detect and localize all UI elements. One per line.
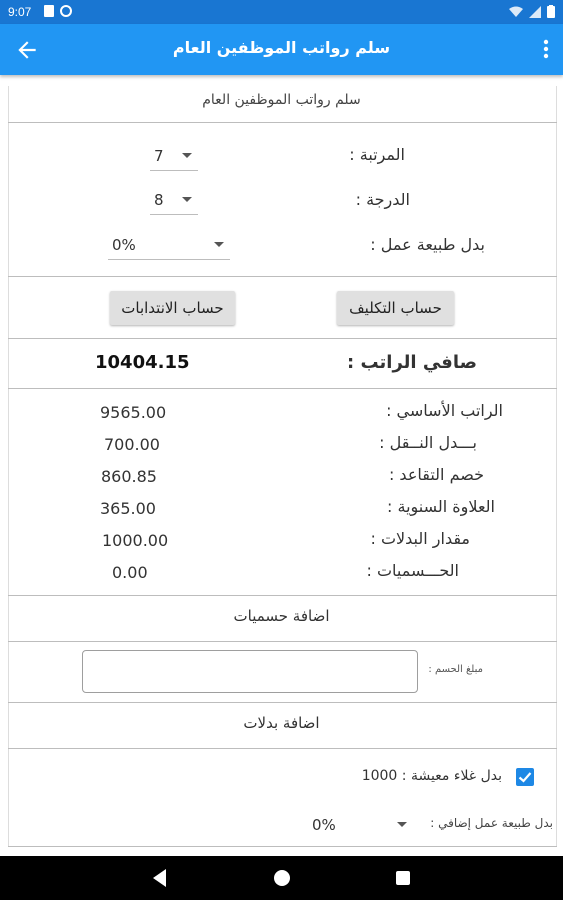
nav-recent-apps-icon[interactable]: [396, 871, 410, 885]
extra-work-nature-value: 0%: [312, 816, 336, 834]
add-deductions-title: اضافة حسميات: [233, 607, 330, 625]
divider: [8, 388, 557, 389]
deductions-total-label: الحـــسميات :: [366, 561, 459, 580]
grade-value: 8: [154, 191, 164, 209]
nav-back-icon[interactable]: [153, 869, 166, 887]
system-icons: [509, 5, 555, 18]
rank-spinner[interactable]: [150, 141, 198, 171]
cost-of-living-label: بدل غلاء معيشة : 1000: [361, 768, 502, 784]
app-title: سلم رواتب الموظفين العام: [172, 38, 391, 57]
rank-label: المرتبة :: [349, 145, 405, 164]
transport-allowance-label: بـــدل النــقل :: [379, 433, 477, 452]
net-salary-label: صافي الراتب :: [347, 352, 477, 373]
cost-of-living-checkbox[interactable]: [516, 768, 534, 786]
nav-home-icon[interactable]: [274, 870, 290, 886]
assignment-calc-button[interactable]: حساب التكليف: [337, 291, 454, 325]
extra-work-nature-spinner[interactable]: [308, 810, 413, 840]
work-nature-label: بدل طبيعة عمل :: [370, 235, 485, 254]
wifi-icon: [509, 6, 523, 18]
dropdown-arrow-icon: [182, 153, 192, 158]
deduction-amount-input[interactable]: [82, 650, 418, 693]
signal-icon: [529, 6, 541, 18]
checkmark-icon: [517, 769, 533, 785]
deductions-total-value: 0.00: [112, 563, 148, 582]
divider: [8, 595, 557, 596]
data-saver-icon: [60, 5, 72, 17]
divider: [8, 641, 557, 642]
notification-icons: [44, 5, 72, 17]
system-navigation-bar: [0, 856, 563, 900]
divider: [8, 276, 557, 277]
app-bar: [0, 24, 563, 75]
basic-salary-value: 9565.00: [100, 403, 167, 422]
sim-card-icon: [44, 5, 54, 17]
grade-label: الدرجة :: [355, 190, 410, 209]
net-salary-value: 10404.15: [95, 352, 190, 373]
work-nature-spinner[interactable]: [108, 230, 230, 260]
work-nature-value: 0%: [112, 236, 136, 254]
battery-icon: [547, 5, 555, 18]
divider: [8, 338, 557, 339]
divider: [8, 702, 557, 703]
basic-salary-label: الراتب الأساسي :: [386, 401, 503, 420]
annual-raise-value: 365.00: [100, 499, 156, 518]
divider: [8, 122, 557, 123]
grade-spinner[interactable]: [150, 185, 198, 215]
status-bar: [0, 0, 563, 24]
dropdown-arrow-icon: [397, 822, 407, 827]
transport-allowance-value: 700.00: [104, 435, 160, 454]
retirement-deduction-label: خصم التقاعد :: [388, 465, 484, 484]
deduction-amount-label: مبلغ الحسم :: [428, 664, 483, 675]
add-allowances-title: اضافة بدلات: [243, 714, 320, 732]
dropdown-arrow-icon: [214, 242, 224, 247]
page-subtitle: سلم رواتب الموظفين العام: [202, 92, 361, 108]
status-time: 9:07: [8, 5, 32, 19]
secondment-calc-button[interactable]: حساب الانتدابات: [110, 291, 235, 325]
retirement-deduction-value: 860.85: [101, 467, 157, 486]
divider: [8, 748, 557, 749]
divider: [8, 846, 557, 847]
extra-work-nature-label: بدل طبيعة عمل إضافي :: [430, 816, 553, 830]
more-options-icon[interactable]: [543, 39, 549, 59]
allowances-amount-label: مقدار البدلات :: [370, 529, 470, 548]
dropdown-arrow-icon: [182, 197, 192, 202]
rank-value: 7: [154, 147, 164, 165]
allowances-amount-value: 1000.00: [102, 531, 169, 550]
annual-raise-label: العلاوة السنوية :: [387, 497, 495, 516]
